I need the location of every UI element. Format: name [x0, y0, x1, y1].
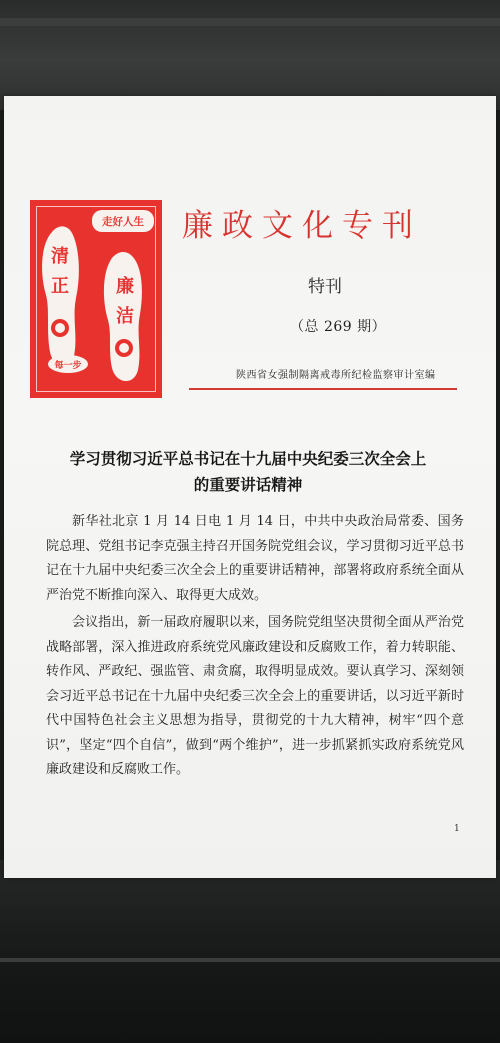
publication-title: 廉政文化专刊 [182, 208, 422, 244]
footprint-logo-icon [30, 200, 162, 398]
background-desk-strip [0, 18, 500, 26]
document-page [4, 96, 496, 878]
seal-left-char-1: 清 [51, 246, 69, 267]
background-desk-edge [0, 958, 500, 962]
seal-right-char-1: 廉 [116, 276, 134, 297]
publication-subtitle: 特刊 [308, 277, 342, 297]
article-paragraph-1: 新华社北京 1 月 14 日电 1 月 14 日，中共中央政治局常委、国务院总理、党组书记李克强主持召开国务院党组会议，学习贯彻习近平总书记在十九届中央纪委三次全会上的重要讲话精神，部署将政府系统全面从严治党不断推向深入、取得更大成效。 [46, 514, 464, 603]
seal-left-char-2: 正 [51, 276, 69, 297]
editor-organization: 陕西省女强制隔离戒毒所纪检监察审计室编 [236, 370, 436, 381]
issue-number: （总 269 期） [290, 319, 387, 335]
article-body [46, 510, 464, 786]
article-title-line-1: 学习贯彻习近平总书记在十九届中央纪委三次全会上 [69, 450, 427, 468]
seal-bottom-text: 每一步 [54, 361, 82, 371]
seal-banner-text: 走好人生 [102, 216, 144, 228]
papercut-seal [30, 200, 162, 398]
header-divider [189, 388, 457, 390]
background-desk-bottom [0, 860, 500, 1043]
article-title [28, 446, 468, 498]
article-paragraph-2: 会议指出，新一届政府履职以来，国务院党组坚决贯彻全面从严治党战略部署，深入推进政府系统党风廉政建设和反腐败工作，着力转职能、转作风、严政纪、强监管、肃贪腐，取得明显成效。要认真学习、深刻领会习近平总书记在十九届中央纪委三次全会上的重要讲话，以习近平新时代中国特色社会主义思想为指导，贯彻党的十九大精神，树牢“四个意识”，坚定“四个自信”，做到“两个维护”，进一步抓紧抓实政府系统党风廉政建设和反腐败工作。 [46, 615, 464, 777]
page-number: 1 [454, 824, 460, 834]
article-title-line-2: 的重要讲话精神 [193, 476, 303, 494]
background-desk-top [0, 0, 500, 110]
seal-right-char-2: 洁 [116, 306, 134, 327]
